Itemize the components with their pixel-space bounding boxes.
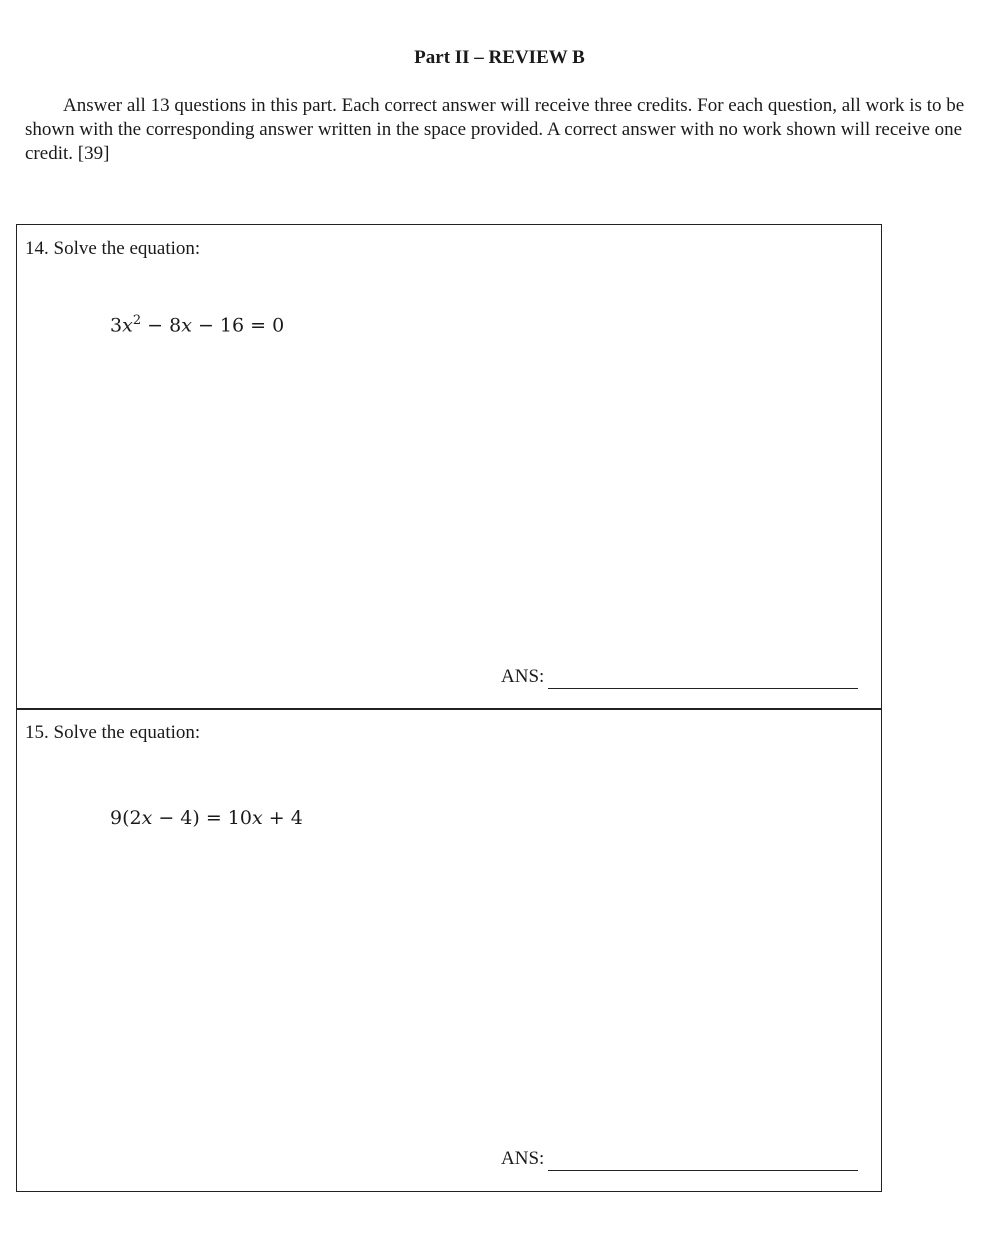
eq-part-2: − 4) = 10 xyxy=(152,807,252,829)
instructions: Answer all 13 questions in this part. Each correct answer will receive three credits. For each question, all work is to be shown with the corresponding answer written in the space provided. A correct answer with no work shown will receive one credit. [39] xyxy=(25,95,965,164)
question-15-box xyxy=(16,708,882,1192)
answer-label: ANS: xyxy=(501,666,545,687)
eq-var-2: x xyxy=(252,807,263,829)
question-14-prompt: 14. Solve the equation: xyxy=(25,238,201,259)
answer-label: ANS: xyxy=(501,1148,545,1169)
eq-term: − 8 xyxy=(141,314,182,337)
answer-line[interactable] xyxy=(548,666,858,689)
eq-tail: − 16 = 0 xyxy=(191,314,285,337)
eq-var-1: x xyxy=(141,807,153,829)
answer-line[interactable] xyxy=(548,1148,858,1171)
eq-var-2: x xyxy=(181,314,192,337)
question-14-equation xyxy=(110,309,284,337)
question-15-answer-row xyxy=(501,1147,858,1171)
page-title: Part II – REVIEW B xyxy=(414,47,585,68)
eq-part-3: + 4 xyxy=(262,807,303,829)
eq-var: x xyxy=(122,314,133,337)
question-14-box xyxy=(16,224,882,710)
question-15-prompt: 15. Solve the equation: xyxy=(25,722,201,743)
eq-exponent: 2 xyxy=(132,313,142,328)
eq-coef: 3 xyxy=(110,314,123,337)
question-15-equation xyxy=(110,806,303,830)
question-14-answer-row xyxy=(501,665,858,689)
eq-part-1: 9(2 xyxy=(110,807,142,829)
